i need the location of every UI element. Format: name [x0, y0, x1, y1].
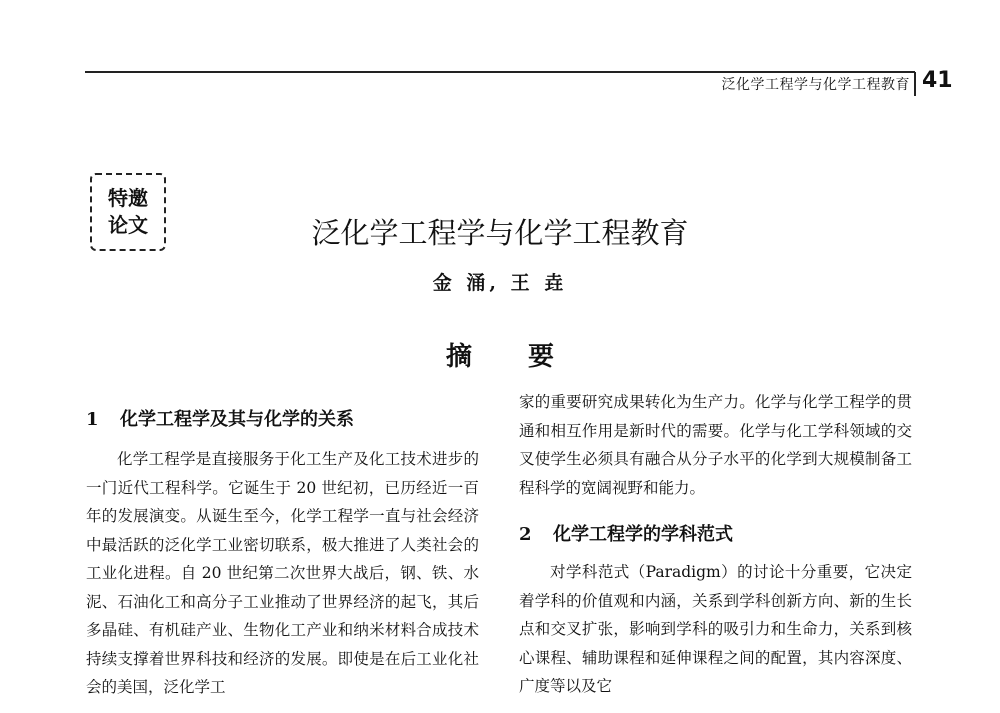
badge-line-2: 论文	[108, 213, 148, 237]
section-1-number: 1	[86, 409, 99, 430]
left-column	[86, 385, 479, 702]
paper-title: 泛化学工程学与化学工程教育	[311, 216, 689, 250]
section-2-heading	[519, 520, 912, 546]
page-number: 41	[922, 68, 953, 93]
invited-paper-badge	[90, 173, 166, 251]
section-2-title: 化学工程学的学科范式	[553, 524, 733, 545]
section-1-paragraph: 化学工程学是直接服务于化工生产及化工技术进步的一门近代工程科学。它诞生于 20 世纪初，已历经近一百年的发展演变。从诞生至今，化学工程学一直与社会经济中最活跃的泛化学工业密切联系，极大推进了人类社会的工业化进程。自 20 世纪第二次世界大战后，钢、铁、水泥、石油化工和高分子工业推动了世界经济的起飞，其后多晶硅、有机硅产业、生物化工产业和纳米材料合成技术持续支撑着世界科技和经济的发展。即使是在后工业化社会的美国，泛化学工	[86, 450, 479, 696]
section-2-paragraph: 对学科范式（Paradigm）的讨论十分重要，它决定着学科的价值观和内涵，关系到学科创新方向、新的生长点和交叉扩张，影响到学科的吸引力和生命力，关系到核心课程、辅助课程和延伸课程之间的配置，其内容深度、广度等以及它	[519, 563, 912, 695]
running-title: 泛化学工程学与化学工程教育	[721, 77, 910, 93]
section-1-heading	[86, 405, 479, 431]
badge-line-1: 特邀	[108, 186, 148, 210]
continued-paragraph: 家的重要研究成果转化为生产力。化学与化学工程学的贯通和相互作用是新时代的需要。化学与化工学科领域的交叉使学生必须具有融合从分子水平的化学到大规模制备工程科学的宽阔视野和能力。	[519, 393, 912, 497]
abstract-heading: 摘要	[445, 342, 610, 372]
page-number-separator	[914, 72, 916, 96]
section-1-title: 化学工程学及其与化学的关系	[120, 409, 354, 430]
section-2-number: 2	[519, 524, 532, 545]
authors: 金 涌, 王 垚	[432, 272, 568, 294]
header-rule	[85, 71, 915, 73]
right-column	[519, 388, 912, 701]
